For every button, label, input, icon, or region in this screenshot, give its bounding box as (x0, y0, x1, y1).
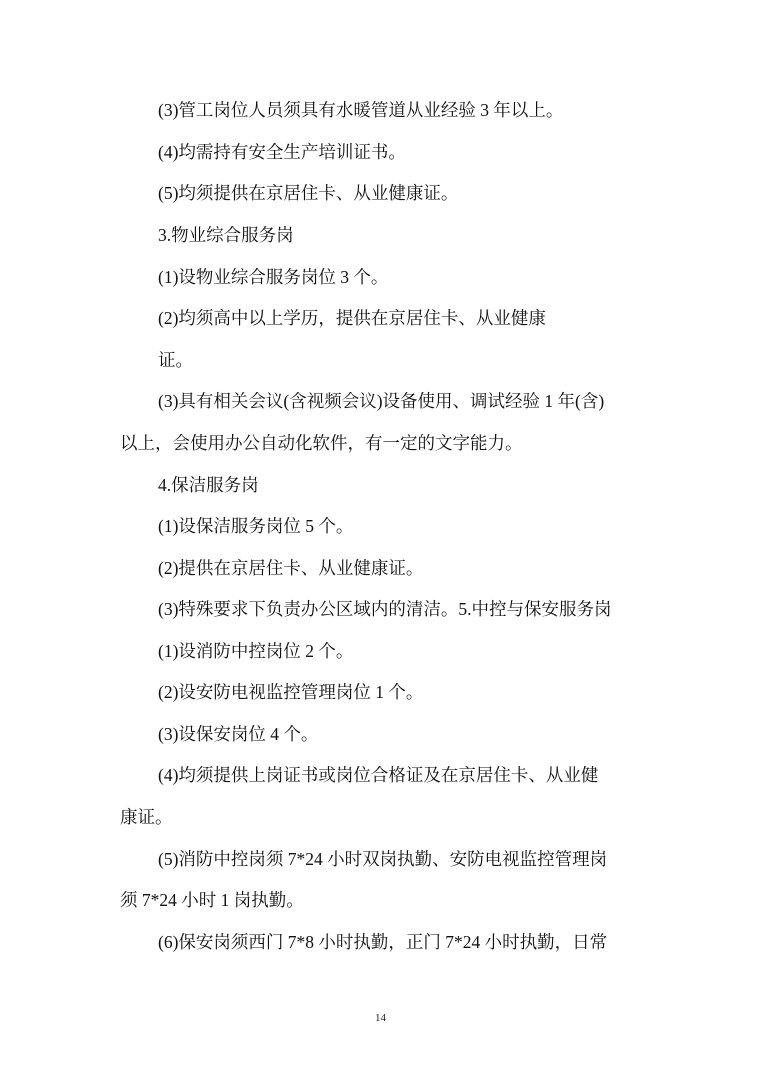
text-line: (3)管工岗位人员须具有水暖管道从业经验 3 年以上。 (158, 100, 564, 120)
text-line: (6)保安岗须西门 7*8 小时执勤，正门 7*24 小时执勤，日常 (158, 932, 608, 952)
text-line: (3)具有相关会议(含视频会议)设备使用、调试经验 1 年(含) (158, 391, 605, 411)
section-heading: 4.保洁服务岗 (158, 475, 259, 495)
text-line: (1)设消防中控岗位 2 个。 (158, 641, 354, 661)
text-line: (2)均须高中以上学历，提供在京居住卡、从业健康 (158, 308, 546, 328)
text-line: 须 7*24 小时 1 岗执勤。 (120, 890, 304, 910)
text-line: (2)设安防电视监控管理岗位 1 个。 (158, 682, 424, 702)
text-line: (1)设保洁服务岗位 5 个。 (158, 516, 354, 536)
text-line: (5)均须提供在京居住卡、从业健康证。 (158, 183, 459, 203)
text-line: (3)设保安岗位 4 个。 (158, 724, 319, 744)
text-line: (5)消防中控岗须 7*24 小时双岗执勤、安防电视监控管理岗 (158, 849, 608, 869)
text-line: (3)特殊要求下负责办公区域内的清洁。5.中控与保安服务岗 (158, 599, 612, 619)
text-line: 康证。 (120, 807, 173, 827)
text-line: 以上，会使用办公自动化软件，有一定的文字能力。 (120, 433, 523, 453)
text-line: (4)均需持有安全生产培训证书。 (158, 142, 406, 162)
text-line: (1)设物业综合服务岗位 3 个。 (158, 267, 389, 287)
section-heading: 3.物业综合服务岗 (158, 225, 294, 245)
text-line: (2)提供在京居住卡、从业健康证。 (158, 558, 424, 578)
text-line: (4)均须提供上岗证书或岗位合格证及在京居住卡、从业健 (158, 765, 599, 785)
text-line: 证。 (158, 350, 193, 370)
page-number: 14 (375, 1012, 386, 1024)
